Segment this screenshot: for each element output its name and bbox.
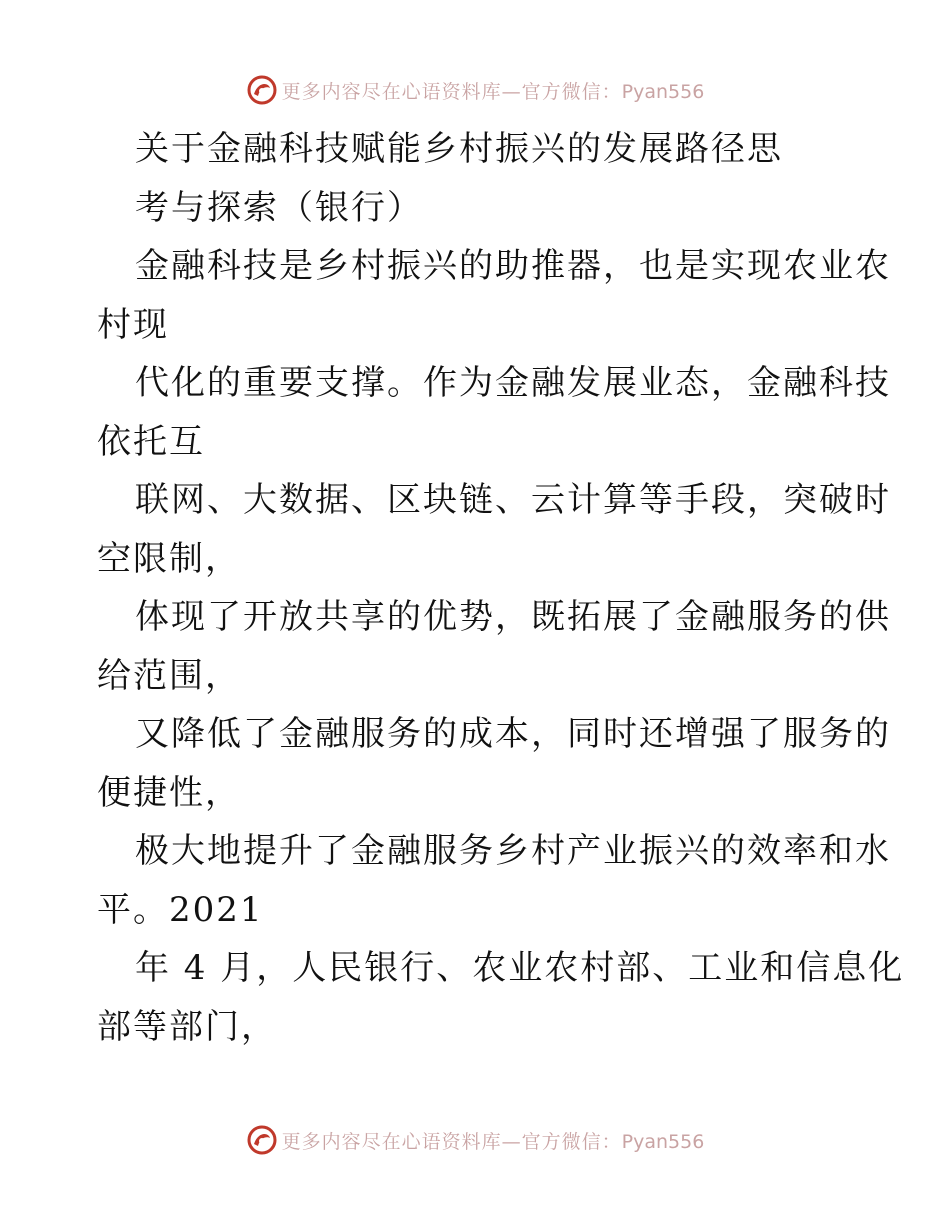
document-body [97, 120, 905, 1056]
footer-banner [0, 1120, 950, 1160]
paragraph-line: 极大地提升了金融服务乡村产业振兴的效率和水 [135, 831, 891, 871]
red-swirl-logo-icon [246, 1124, 278, 1156]
paragraph-line: 又降低了金融服务的成本，同时还增强了服务的 [135, 714, 891, 754]
paragraph-line: 联网、大数据、区块链、云计算等手段，突破时 [135, 480, 891, 520]
paragraph-line: 金融科技是乡村振兴的助推器，也是实现农业农 [135, 246, 891, 286]
paragraph-line: 给范围， [97, 655, 241, 696]
document-title-line-1: 关于金融科技赋能乡村振兴的发展路径思 [135, 129, 783, 169]
paragraph-line: 便捷性， [97, 772, 241, 813]
paragraph-line: 空限制， [97, 538, 241, 579]
red-swirl-logo-icon [246, 74, 278, 106]
paragraph-line: 体现了开放共享的优势，既拓展了金融服务的供 [135, 597, 891, 637]
paragraph-line: 代化的重要支撑。作为金融发展业态，金融科技 [135, 363, 891, 403]
paragraph-line: 部等部门， [97, 1006, 277, 1047]
header-banner-text: 更多内容尽在心语资料库—官方微信：Pyan556 [281, 80, 705, 103]
paragraph-line: 年 4 月，人民银行、农业农村部、工业和信息化 [135, 948, 905, 988]
footer-banner-text: 更多内容尽在心语资料库—官方微信：Pyan556 [281, 1130, 705, 1153]
document-title-line-2: 考与探索（银行） [135, 187, 423, 228]
header-wechat-account: Pyan556 [621, 80, 705, 103]
paragraph-line: 平。2021 [97, 889, 264, 930]
paragraph-line: 村现 [97, 304, 169, 345]
paragraph-line: 依托互 [97, 421, 205, 462]
footer-wechat-account: Pyan556 [621, 1130, 705, 1153]
header-banner [0, 70, 950, 110]
